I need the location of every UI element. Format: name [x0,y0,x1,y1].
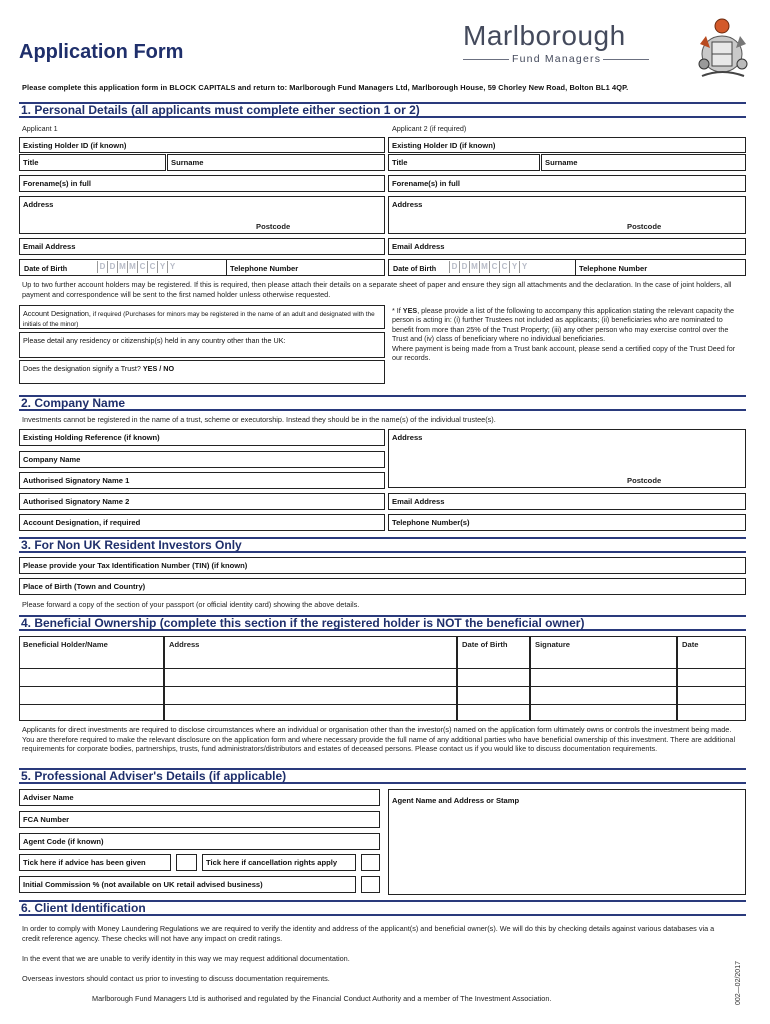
logo-sub: Fund Managers [512,53,602,65]
logo-divider [463,59,509,60]
intro-text: Please complete this application form in BLOCK CAPITALS and return to: Marlborough Fund Managers Ltd, Marlborough House, 59 Chorley New Road, Bolton BL1 4QP. [22,83,629,92]
a2-address-label: Address [392,200,423,209]
trust-info-deed: Where payment is being made from a Trust bank account, please send a certified copy of the Trust Deed for our records. [392,343,736,363]
company-postcode-label: Postcode [627,476,662,485]
company-designation-field[interactable]: Account Designation, if required [19,514,385,531]
section-2-heading: 2. Company Name [19,395,746,411]
dob-cell: D [107,261,117,273]
a2-postcode-label: Postcode [627,222,662,231]
logo-name: Marlborough [463,20,626,51]
dob-cell: M [127,261,137,273]
holding-ref-field[interactable]: Existing Holding Reference (if known) [19,429,385,446]
id-paragraph-2: In the event that we are unable to verify identity in this way we may request additional documentation. [22,954,350,963]
signatory-2-field[interactable]: Authorised Signatory Name 2 [19,493,385,510]
dob-cell: C [147,261,157,273]
a2-forenames-field[interactable]: Forename(s) in full [388,175,746,192]
form-code: 002—02/2017 [735,961,742,1005]
table-column [164,636,457,721]
a2-title-field[interactable]: Title [388,154,540,171]
dob-cell: Y [167,261,177,273]
a1-surname-field[interactable]: Surname [167,154,385,171]
col-signature: Signature [535,640,571,649]
a2-dob-label: Date of Birth [393,264,437,273]
a2-holder-id-field[interactable]: Existing Holder ID (if known) [388,137,746,153]
account-designation-label: Account Designation, [23,309,91,318]
account-designation-field[interactable] [19,305,385,329]
trust-info-yes: YES [402,306,418,315]
dob-cell: M [479,261,489,273]
dob-cell: Y [157,261,167,273]
section-6-heading: 6. Client Identification [19,900,746,916]
col-date-of-birth: Date of Birth [462,640,508,649]
dob-cell: D [449,261,459,273]
trust-info-prefix: * If [392,306,401,315]
company-note: Investments cannot be registered in the name of a trust, scheme or executorship. Instead they should be in the name(s) of the individual trustee(s). [22,415,496,424]
col-beneficial-holder: Beneficial Holder/Name [23,640,108,649]
dob-cell: D [459,261,469,273]
dob-cell: M [469,261,479,273]
a1-dob-label: Date of Birth [24,264,68,273]
trust-question-label: Does the designation signify a Trust? [23,364,141,373]
dob-cell: Y [519,261,529,273]
tick-advice-label: Tick here if advice has been given [19,854,171,871]
page-title: Application Form [19,41,184,63]
section-1-heading: 1. Personal Details (all applicants must complete either section 1 or 2) [19,102,746,118]
dob-cell: Y [509,261,519,273]
a1-address-field[interactable] [19,196,385,234]
table-row-divider [19,668,746,669]
logo-divider [603,59,649,60]
a2-address-field[interactable] [388,196,746,234]
agent-code-field[interactable]: Agent Code (if known) [19,833,380,850]
commission-field[interactable] [361,876,380,893]
fca-number-field[interactable]: FCA Number [19,811,380,828]
dob-cell: C [499,261,509,273]
a1-dob-row [19,259,385,276]
a1-holder-id-field[interactable]: Existing Holder ID (if known) [19,137,385,153]
a1-forenames-field[interactable]: Forename(s) in full [19,175,385,192]
a1-email-field[interactable]: Email Address [19,238,385,255]
trust-info [392,306,746,362]
commission-label: Initial Commission % (not available on UK retail advised business) [19,876,356,893]
a2-telephone-field[interactable]: Telephone Number [575,260,746,275]
a2-surname-field[interactable]: Surname [541,154,746,171]
id-paragraph-1: In order to comply with Money Laundering Regulations we are required to verify the identity and address of the applicant(s) and beneficial owner(s). We will do this by checking details against various databases via a credit reference agency. These checks will not have any impact on credit ratings. [22,924,715,943]
residency-field[interactable]: Please detail any residency or citizenship(s) held in any country other than the UK: [19,332,385,358]
signatory-1-field[interactable]: Authorised Signatory Name 1 [19,472,385,489]
company-address-field[interactable]: Address [388,429,746,488]
trust-question [19,360,385,384]
table-row-divider [19,704,746,705]
col-date: Date [682,640,699,649]
trust-yes-no[interactable]: YES / NO [142,364,175,373]
a2-dob-row [388,259,746,276]
dob-cell: M [117,261,127,273]
table-row-divider [19,686,746,687]
tick-cancel-label: Tick here if cancellation rights apply [202,854,356,871]
tick-advice-checkbox[interactable] [176,854,197,871]
section-4-heading: 4. Beneficial Ownership (complete this section if the registered holder is NOT the beneficial owner) [19,615,746,631]
dob-cell: C [137,261,147,273]
crest-icon [692,14,754,84]
regulatory-footer: Marlborough Fund Managers Ltd is authorised and regulated by the Financial Conduct Authority and a member of The Investment Association. [92,994,552,1003]
passport-note: Please forward a copy of the section of your passport (or official identity card) showing the above details. [22,600,360,609]
dob-cell: C [489,261,499,273]
adviser-name-field[interactable]: Adviser Name [19,789,380,806]
applicant-2-label: Applicant 2 (if required) [392,124,467,133]
section-5-heading: 5. Professional Adviser's Details (if applicable) [19,768,746,784]
tin-field[interactable]: Please provide your Tax Identification Number (TIN) (if known) [19,557,746,574]
company-email-field[interactable]: Email Address [388,493,746,510]
company-name-field[interactable]: Company Name [19,451,385,468]
id-paragraph-3: Overseas investors should contact us prior to investing to discuss documentation requirements. [22,974,330,983]
agent-stamp-field[interactable]: Agent Name and Address or Stamp [388,789,746,895]
a2-dob-input[interactable] [449,261,529,273]
place-of-birth-field[interactable]: Place of Birth (Town and Country) [19,578,746,595]
a2-email-field[interactable]: Email Address [388,238,746,255]
a1-postcode-label: Postcode [256,222,291,231]
company-telephone-field[interactable]: Telephone Number(s) [388,514,746,531]
col-address: Address [169,640,200,649]
account-designation-note: if required (Purchases for minors may be registered in the name of an adult and designated with the initials of the minor) [23,311,375,328]
section-3-heading: 3. For Non UK Resident Investors Only [19,537,746,553]
beneficial-note: Applicants for direct investments are required to disclose circumstances where an individual or organisation other than the investor(s) named on the application form ultimately owns or controls the investment being made. You are therefore required to make the relevant disclosure on the application form and where necessary provide the full name of any additional parties who have beneficial ownership of this investment. There are additional requirements for corporate bodies, partnerships, trusts, fund administrators/distributors and estates of deceased persons. Please contact us if you would like to discuss documentation requirements. [22,725,736,754]
dob-cell: D [97,261,107,273]
applicant-1-label: Applicant 1 [22,124,58,133]
a1-telephone-field[interactable]: Telephone Number [226,260,385,275]
a1-dob-input[interactable] [97,261,177,273]
joint-holders-note: Up to two further account holders may be registered. If this is required, then please attach their details on a separate sheet of paper and ensure they sign all attachments and the declaration. In the case of joint holders, all payment and correspondence will be sent to the first named holder unless otherwise requested. [22,280,732,299]
tick-cancel-checkbox[interactable] [361,854,380,871]
trust-info-body: , please provide a list of the following to accompany this application stating the relevant capacity the person is acting in: (i) further Trustees not included as applicants; (ii) beneficiaries who are nominated to benefit from more than 25% of the Trust Property; (iii) any other person who may exercise control over the Trust and (iv) class of beneficiary where no individual beneficiaries. [392,306,735,344]
a1-address-label: Address [23,200,54,209]
a1-title-field[interactable]: Title [19,154,166,171]
